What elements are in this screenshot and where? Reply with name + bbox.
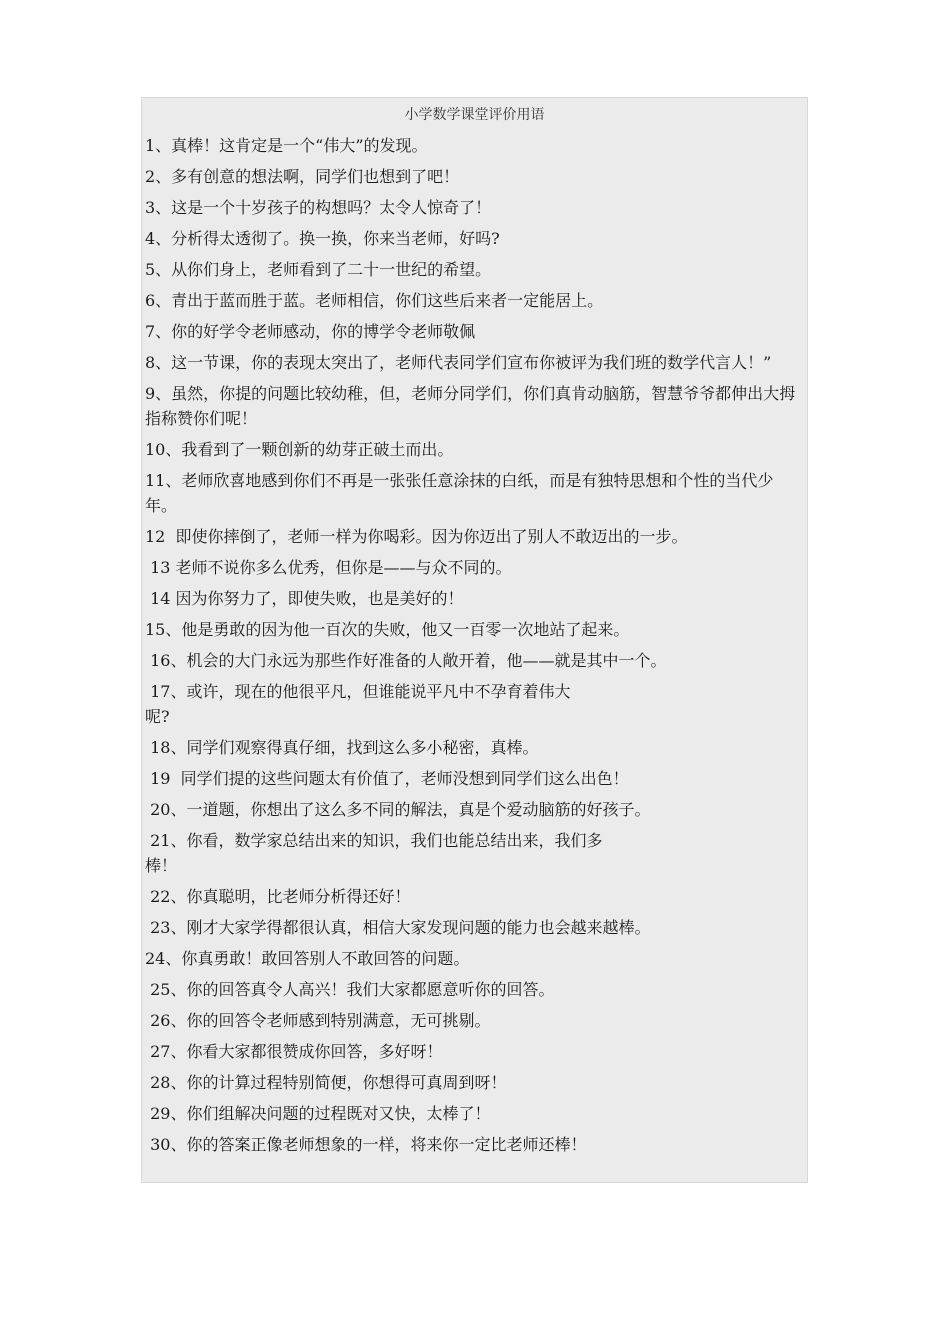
list-item: 22、你真聪明，比老师分析得还好！ xyxy=(145,887,411,906)
list-item: 7、你的好学令老师感动，你的博学令老师敬佩 xyxy=(145,322,476,341)
list-item: 19 同学们提的这些问题太有价值了，老师没想到同学们这么出色！ xyxy=(145,769,629,788)
document-page xyxy=(141,97,808,1183)
list-item: 2、多有创意的想法啊，同学们也想到了吧！ xyxy=(145,167,460,186)
list-item: 16、机会的大门永远为那些作好准备的人敞开着，他——就是其中一个。 xyxy=(145,651,667,670)
list-item: 24、你真勇敢！敢回答别人不敢回答的问题。 xyxy=(145,949,470,968)
list-item: 28、你的计算过程特别简便，你想得可真周到呀！ xyxy=(145,1073,507,1092)
list-item: 1、真棒！这肯定是一个“伟大”的发现。 xyxy=(145,136,428,155)
list-item: 10、我看到了一颗创新的幼芽正破土而出。 xyxy=(145,440,454,459)
list-item: 3、这是一个十岁孩子的构想吗？太令人惊奇了！ xyxy=(145,198,492,217)
list-item: 9、虽然，你提的问题比较幼稚，但，老师分同学们，你们真肯动脑筋，智慧爷爷都伸出大拇指称赞你们呢！ xyxy=(145,384,796,428)
list-item: 21、你看，数学家总结出来的知识，我们也能总结出来，我们多 棒！ xyxy=(145,831,603,875)
list-item: 8、这一节课，你的表现太突出了，老师代表同学们宣布你被评为我们班的数学代言人！” xyxy=(145,353,772,372)
list-item: 13 老师不说你多么优秀，但你是——与众不同的。 xyxy=(145,558,512,577)
list-item: 4、分析得太透彻了。换一换，你来当老师，好吗? xyxy=(145,229,500,248)
phrase-list xyxy=(142,130,807,1160)
list-item: 14 因为你努力了，即使失败，也是美好的！ xyxy=(145,589,464,608)
list-item: 27、你看大家都很赞成你回答，多好呀！ xyxy=(145,1042,443,1061)
list-item: 29、你们组解决问题的过程既对又快，太棒了！ xyxy=(145,1104,491,1123)
list-item: 26、你的回答令老师感到特别满意，无可挑剔。 xyxy=(145,1011,491,1030)
list-item: 6、青出于蓝而胜于蓝。老师相信，你们这些后来者一定能居上。 xyxy=(145,291,604,310)
list-item: 15、他是勇敢的因为他一百次的失败，他又一百零一次地站了起来。 xyxy=(145,620,630,639)
list-item: 12 即使你摔倒了，老师一样为你喝彩。因为你迈出了别人不敢迈出的一步。 xyxy=(145,527,688,546)
list-item: 23、刚才大家学得都很认真，相信大家发现问题的能力也会越来越棒。 xyxy=(145,918,651,937)
list-item: 17、或许，现在的他很平凡，但谁能说平凡中不孕育着伟大 呢? xyxy=(145,682,571,726)
list-item: 5、从你们身上，老师看到了二十一世纪的希望。 xyxy=(145,260,492,279)
list-item: 25、你的回答真令人高兴！我们大家都愿意听你的回答。 xyxy=(145,980,555,999)
document-title: 小学数学课堂评价用语 xyxy=(404,107,545,123)
list-item: 11、老师欣喜地感到你们不再是一张张任意涂抹的白纸，而是有独特思想和个性的当代少年。 xyxy=(145,471,774,515)
list-item: 18、同学们观察得真仔细，找到这么多小秘密，真棒。 xyxy=(145,738,539,757)
list-item: 20、一道题，你想出了这么多不同的解法，真是个爱动脑筋的好孩子。 xyxy=(145,800,651,819)
list-item: 30、你的答案正像老师想象的一样，将来你一定比老师还棒！ xyxy=(145,1135,587,1154)
